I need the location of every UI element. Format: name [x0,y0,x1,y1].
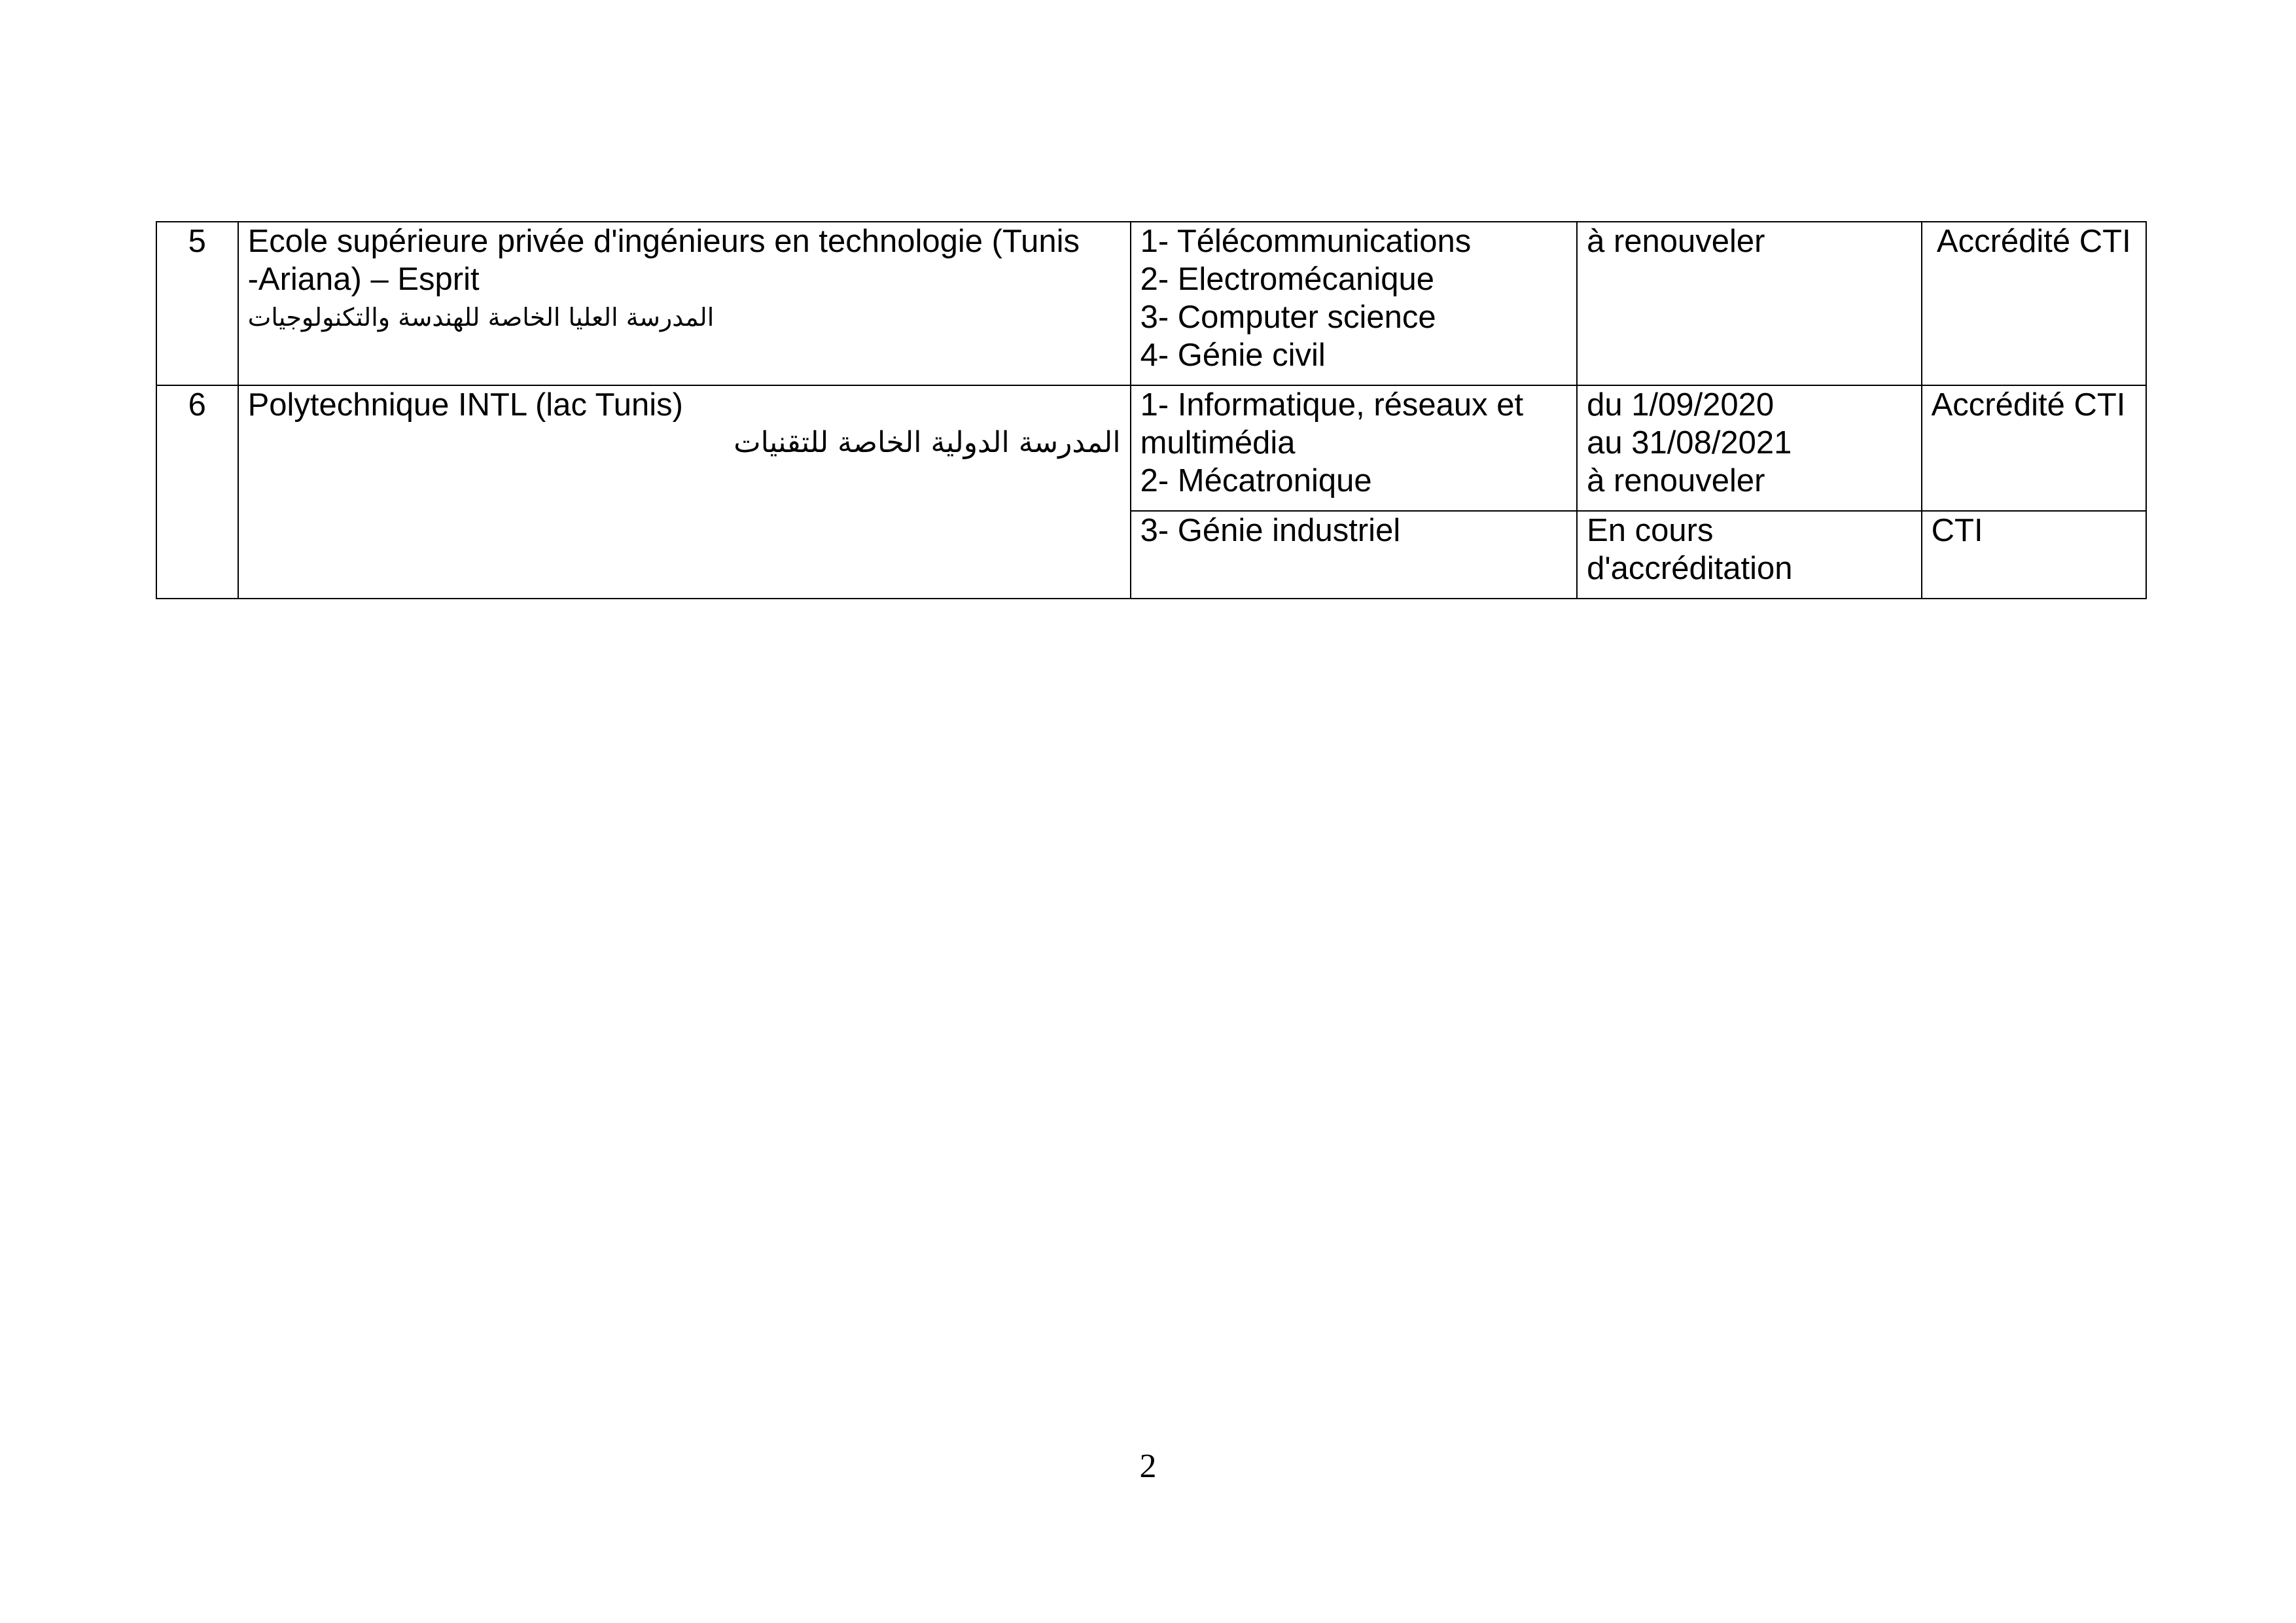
specialties-cell [1131,511,1578,599]
status-cell [1922,511,2146,599]
period-text: du 1/09/2020 [1587,387,1775,423]
period-text: En cours [1587,513,1714,548]
institution-cell [238,222,1131,385]
institution-name-line: Ecole supérieure privée d'ingénieurs en technologie (Tunis [247,224,1080,259]
institution-name-line: Polytechnique INTL (lac Tunis) [247,387,683,423]
specialty-item: 1- Télécommunications [1140,224,1472,259]
specialty-item: 2- Mécatronique [1140,463,1372,498]
institution-name-line: -Ariana) – Esprit [247,262,480,297]
status-text: Accrédité CTI [1931,387,2126,423]
status-text: Accrédité CTI [1936,224,2131,259]
row-number [156,222,238,385]
specialties-cell [1131,385,1578,511]
institution-arabic-name: المدرسة الدولية الخاصة للتقنيات [733,426,1121,459]
status-cell [1922,385,2146,511]
status-cell [1922,222,2146,385]
specialties-cell [1131,222,1578,385]
specialty-item: 3- Computer science [1140,300,1436,335]
accreditation-table [156,221,2147,599]
table-row [156,385,2146,511]
period-cell [1577,511,1922,599]
period-cell [1577,222,1922,385]
period-cell [1577,385,1922,511]
period-text: au 31/08/2021 [1587,425,1792,461]
row-number-text: 6 [188,387,206,423]
specialty-item: 4- Génie civil [1140,338,1326,373]
row-number-text: 5 [188,224,206,259]
specialty-item: 3- Génie industriel [1140,513,1401,548]
institution-cell [238,385,1131,599]
table-row [156,222,2146,385]
period-text: à renouveler [1587,224,1765,259]
period-text: d'accréditation [1587,551,1793,586]
period-text: à renouveler [1587,463,1765,498]
specialty-item: 1- Informatique, réseaux et [1140,387,1524,423]
row-number [156,385,238,599]
specialty-item: multimédia [1140,425,1296,461]
page-number: 2 [1139,1448,1157,1485]
status-text: CTI [1931,513,1983,548]
specialty-item: 2- Electromécanique [1140,262,1434,297]
institution-arabic-name: المدرسة العليا الخاصة للهندسة والتكنولوجيات [247,303,715,332]
